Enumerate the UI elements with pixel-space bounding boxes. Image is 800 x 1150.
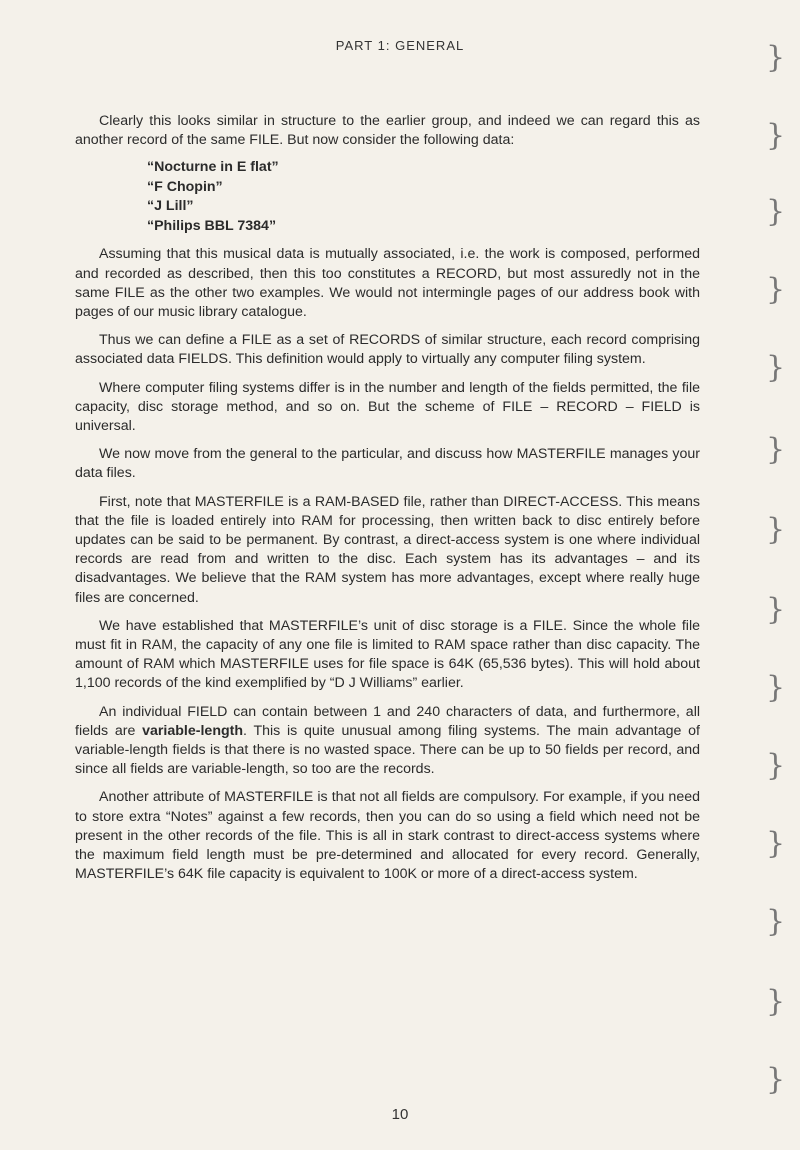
page-body — [75, 112, 700, 894]
music-record-field: “F Chopin” — [147, 178, 223, 195]
paragraph: First, note that MASTERFILE is a RAM-BASED file, rather than DIRECT-ACCESS. This means that the file is loaded entirely into RAM for processing, then written back to disc entirely before updates can be said to be permanent. By contrast, a direct-access system is one where individual records are read from and written to the disc. Each system has its advantages – and its disadvantages. We believe that the RAM system has more advantages, except where really huge files are concerned. — [75, 493, 700, 606]
binding-mark: } — [766, 118, 786, 153]
binding-mark: } — [766, 1062, 786, 1097]
paragraph: Assuming that this musical data is mutually associated, i.e. the work is composed, performed and recorded as described, then this too constitutes a RECORD, but most assuredly not in the same FILE as the other two examples. We would not intermingle pages of our address book with pages of our music library catalogue. — [75, 246, 700, 321]
music-record-field: “Philips BBL 7384” — [147, 217, 277, 234]
fields-paragraph — [75, 703, 700, 780]
binding-mark: } — [766, 984, 786, 1019]
variable-length-term: variable-length — [142, 722, 244, 739]
binding-mark: } — [766, 40, 786, 75]
binding-mark: } — [766, 512, 786, 547]
binding-mark: } — [766, 272, 786, 307]
music-record-field: “Nocturne in E flat” — [147, 159, 279, 176]
page-header: PART 1: GENERAL — [335, 38, 465, 53]
binding-mark: } — [766, 748, 786, 783]
binding-mark: } — [766, 194, 786, 229]
paragraph: Where computer filing systems differ is in the number and length of the fields permitted, the file capacity, disc storage method, and so on. But the scheme of FILE – RECORD – FIELD is universal. — [75, 379, 700, 435]
binding-mark: } — [766, 432, 786, 467]
binding-holes — [752, 0, 800, 1150]
binding-mark: } — [766, 826, 786, 861]
music-record-block — [147, 158, 700, 236]
binding-mark: } — [766, 670, 786, 705]
page-number: 10 — [391, 1106, 409, 1123]
binding-mark: } — [766, 904, 786, 939]
paragraph: Thus we can define a FILE as a set of RECORDS of similar structure, each record comprising associated data FIELDS. This definition would apply to virtually any computer filing system. — [75, 332, 700, 368]
music-record-field: “J Lill” — [147, 198, 194, 215]
fields-text-before: An individual FIELD can contain between 1 and 240 characters of data, and furthermore, all fields are — [75, 703, 700, 739]
paragraph: We have established that MASTERFILE’s unit of disc storage is a FILE. Since the whole file must fit in RAM, the capacity of any one file is limited to RAM space rather than disc capacity. The amount of RAM which MASTERFILE uses for file space is 64K (65,536 bytes). This will hold about 1,100 records of the kind exemplified by “D J Williams” earlier. — [75, 617, 700, 692]
fields-text-after: . This is quite unusual among filing systems. The main advantage of variable-length fields is that there is no wasted space. There can be up to 50 fields per record, and since all fields are variable-length, so too are the records. — [75, 722, 701, 778]
binding-mark: } — [766, 350, 786, 385]
paragraph: Another attribute of MASTERFILE is that not all fields are compulsory. For example, if you need to store extra “Notes” against a few records, then you can do so using a field which need not be present in the other records of the file. This is all in stark contrast to direct-access systems where the maximum field length must be pre-determined and allocated for every record. Generally, MASTERFILE’s 64K file capacity is equivalent to 100K or more of a direct-access system. — [75, 789, 700, 883]
intro-paragraph: Clearly this looks similar in structure to the earlier group, and indeed we can regard this as another record of the same FILE. But now consider the following data: — [75, 113, 700, 149]
binding-mark: } — [766, 592, 786, 627]
paragraph: We now move from the general to the particular, and discuss how MASTERFILE manages your data files. — [75, 446, 700, 482]
